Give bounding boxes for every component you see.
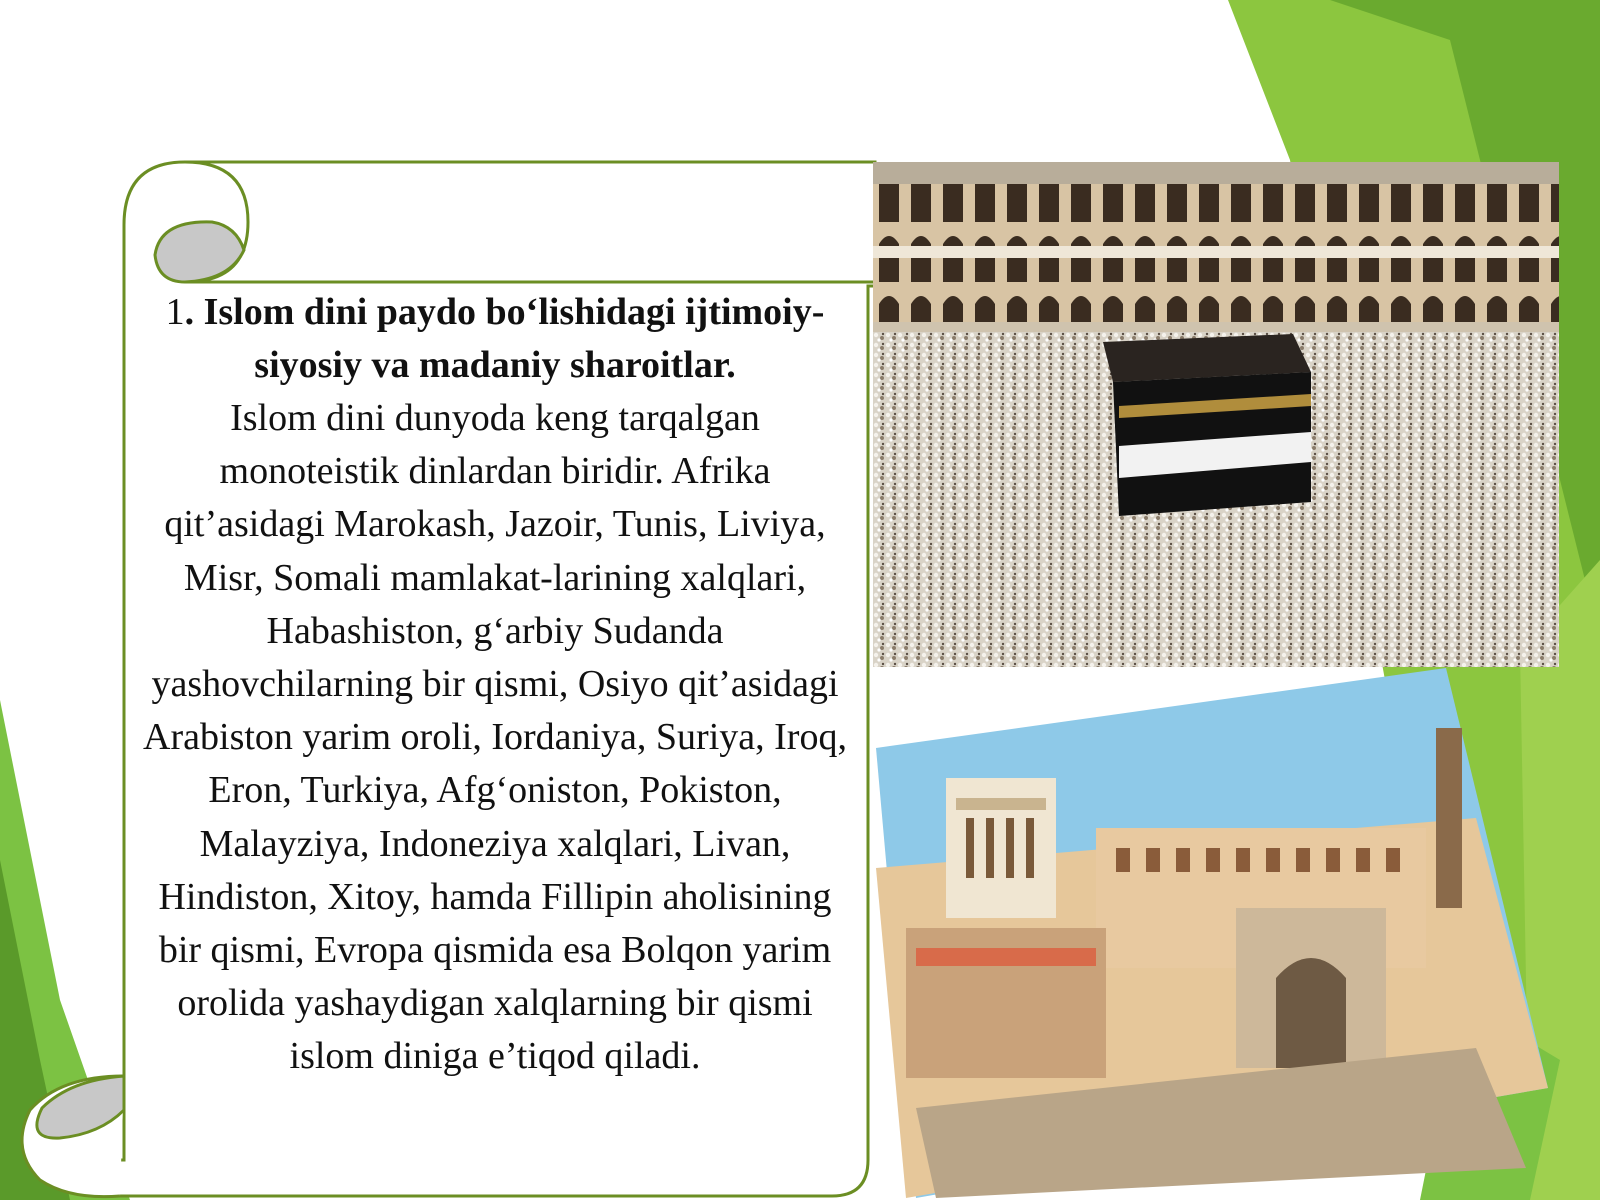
kaaba-photo	[873, 162, 1559, 667]
slide-heading	[138, 286, 852, 392]
ancient-city-illustration	[876, 668, 1548, 1198]
slide-text-block	[138, 286, 852, 1084]
heading-number: 1	[165, 291, 185, 333]
heading-title: . Islom dini paydo bo‘lishidagi ijtimoiy-siyosiy va madaniy sharoitlar.	[184, 291, 825, 386]
slide-body-paragraph: Islom dini dunyoda keng tarqalgan monoteistik dinlardan biridir. Afrika qit’asidagi Marokash, Jazoir, Tunis, Liviya, Misr, Somali mamlakat-larining xalqlari, Habashiston, g‘arbiy Sudanda yashovchilarning bir qismi, Osiyo qit’asidagi Arabiston yarim oroli, Iordaniya, Suriya, Iroq, Eron, Turkiya, Afg‘oniston, Pokiston, Malayziya, Indoneziya xalqlari, Livan, Hindiston, Xitoy, hamda Fillipin aholisining bir qismi, Evropa qismida esa Bolqon yarim orolida yashaydigan xalqlarning bir qismi islom diniga e’tiqod qiladi.	[143, 397, 847, 1078]
